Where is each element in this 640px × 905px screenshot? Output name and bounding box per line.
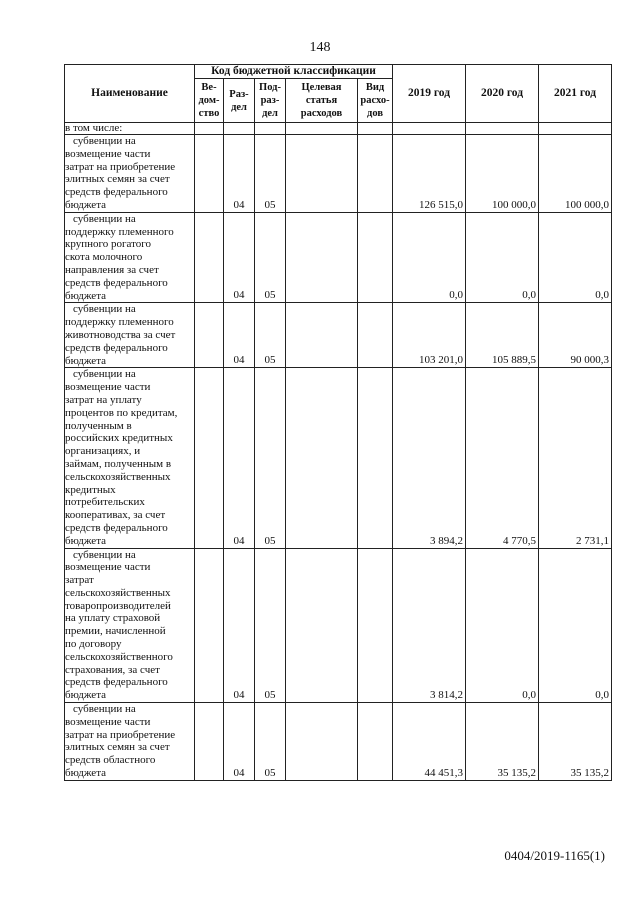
row-name (65, 135, 195, 213)
cell-target-article (286, 368, 358, 548)
header-podrazdel: Под- раз- дел (255, 79, 286, 123)
cell-podrazdel: 05 (255, 703, 286, 781)
cell-vedomstvo (195, 135, 224, 213)
header-year-2020: 2020 год (466, 65, 539, 123)
row-name-line: полученным в (65, 419, 132, 432)
cell-razdel: 04 (224, 212, 255, 303)
row-name-line: российских кредитных (65, 432, 173, 445)
cell-vedomstvo (195, 212, 224, 303)
cell-2020: 0,0 (466, 548, 539, 703)
document-code: 0404/2019-1165(1) (504, 848, 605, 863)
cell-expense-type (358, 212, 393, 303)
cell-expense-type (358, 548, 393, 703)
row-name-line: на уплату страховой (65, 612, 161, 625)
row-name-line: товаропроизводителей (65, 599, 171, 612)
row-name-line: возмещение части (65, 147, 151, 160)
cell-podrazdel: 05 (255, 548, 286, 703)
cell-2021: 2 731,1 (539, 368, 612, 548)
row-name-line: премии, начисленной (65, 625, 166, 638)
row-name-line: поддержку племенного (65, 225, 174, 238)
cell-2019: 3 814,2 (393, 548, 466, 703)
group-label: в том числе: (65, 123, 195, 135)
cell-2020: 0,0 (466, 212, 539, 303)
row-name-line: кредитных (65, 483, 116, 496)
table-row (65, 368, 612, 548)
cell-expense-type (358, 303, 393, 368)
row-name-line: поддержку племенного (65, 316, 174, 329)
row-name-line: займам, полученным в (65, 457, 172, 470)
row-name-line: затрат (65, 574, 94, 587)
row-name-line: возмещение части (65, 561, 151, 574)
row-name-line: процентов по кредитам, (65, 406, 178, 419)
row-name-line: субвенции на (73, 368, 136, 381)
row-name-line: субвенции на (73, 212, 136, 225)
row-name-line: возмещение части (65, 715, 151, 728)
cell-podrazdel: 05 (255, 135, 286, 213)
cell-2019: 44 451,3 (393, 703, 466, 781)
cell-2020: 4 770,5 (466, 368, 539, 548)
row-name-line: бюджета (65, 689, 107, 702)
row-name-line: сельскохозяйственного (65, 650, 173, 663)
row-name-line: субвенции на (73, 303, 136, 316)
header-expense-type: Вид расхо- дов (358, 79, 393, 123)
row-name-line: средств федерального (65, 521, 168, 534)
cell-razdel: 04 (224, 368, 255, 548)
cell-target-article (286, 703, 358, 781)
table-row-group (65, 123, 612, 135)
cell-2020: 35 135,2 (466, 703, 539, 781)
row-name-line: элитных семян за счет (65, 741, 170, 754)
cell-target-article (286, 303, 358, 368)
header-year-2019: 2019 год (393, 65, 466, 123)
page-number: 148 (309, 40, 331, 55)
cell-vedomstvo (195, 303, 224, 368)
cell-2019: 0,0 (393, 212, 466, 303)
row-name-line: бюджета (65, 198, 107, 211)
cell-2019: 126 515,0 (393, 135, 466, 213)
row-name-line: животноводства за счет (65, 328, 176, 341)
cell-target-article (286, 548, 358, 703)
row-name (65, 703, 195, 781)
cell-expense-type (358, 368, 393, 548)
cell-podrazdel: 05 (255, 303, 286, 368)
row-name-line: страхования, за счет (65, 663, 160, 676)
row-name-line: сельскохозяйственных (65, 586, 171, 599)
row-name (65, 303, 195, 368)
header-razdel: Раз- дел (224, 79, 255, 123)
cell-expense-type (358, 703, 393, 781)
cell-2021: 35 135,2 (539, 703, 612, 781)
cell-2021: 100 000,0 (539, 135, 612, 213)
row-name-line: средств федерального (65, 341, 168, 354)
cell-target-article (286, 212, 358, 303)
row-name (65, 212, 195, 303)
header-vedomstvo: Ве- дом- ство (195, 79, 224, 123)
row-name-line: средств федерального (65, 676, 168, 689)
row-name-line: средств областного (65, 754, 156, 767)
cell-target-article (286, 135, 358, 213)
row-name-line: субвенции на (73, 548, 136, 561)
row-name-line: средств федерального (65, 186, 168, 199)
row-name-line: сельскохозяйственных (65, 470, 171, 483)
cell-2020: 100 000,0 (466, 135, 539, 213)
cell-2021: 0,0 (539, 548, 612, 703)
cell-2020: 105 889,5 (466, 303, 539, 368)
row-name-line: скота молочного (65, 251, 143, 264)
row-name-line: бюджета (65, 289, 107, 302)
row-name-line: направления за счет (65, 263, 159, 276)
row-name-line: затрат на приобретение (65, 728, 176, 741)
cell-razdel: 04 (224, 703, 255, 781)
cell-razdel: 04 (224, 548, 255, 703)
row-name-line: затрат на уплату (65, 393, 142, 406)
table-row (65, 703, 612, 781)
table-row (65, 135, 612, 213)
header-name: Наименование (65, 65, 195, 123)
row-name-line: кооперативах, за счет (65, 509, 166, 522)
cell-vedomstvo (195, 548, 224, 703)
cell-2019: 3 894,2 (393, 368, 466, 548)
row-name-line: организациях, и (65, 445, 141, 458)
row-name-line: средств федерального (65, 276, 168, 289)
header-code-group: Код бюджетной классификации (195, 65, 393, 79)
row-name-line: субвенции на (73, 703, 136, 716)
header-year-2021: 2021 год (539, 65, 612, 123)
cell-podrazdel: 05 (255, 212, 286, 303)
cell-vedomstvo (195, 368, 224, 548)
row-name (65, 368, 195, 548)
cell-2021: 0,0 (539, 212, 612, 303)
table-row (65, 548, 612, 703)
cell-vedomstvo (195, 703, 224, 781)
row-name-line: потребительских (65, 496, 145, 509)
row-name-line: бюджета (65, 767, 107, 780)
table-row (65, 303, 612, 368)
row-name-line: бюджета (65, 354, 107, 367)
budget-table (64, 64, 612, 781)
row-name (65, 548, 195, 703)
header-target-article: Целевая статья расходов (286, 79, 358, 123)
row-name-line: возмещение части (65, 381, 151, 394)
cell-2021: 90 000,3 (539, 303, 612, 368)
row-name-line: по договору (65, 638, 122, 651)
cell-razdel: 04 (224, 303, 255, 368)
row-name-line: затрат на приобретение (65, 160, 176, 173)
table-row (65, 212, 612, 303)
row-name-line: крупного рогатого (65, 238, 151, 251)
cell-2019: 103 201,0 (393, 303, 466, 368)
cell-podrazdel: 05 (255, 368, 286, 548)
cell-razdel: 04 (224, 135, 255, 213)
row-name-line: элитных семян за счет (65, 173, 170, 186)
cell-expense-type (358, 135, 393, 213)
row-name-line: субвенции на (73, 135, 136, 147)
row-name-line: бюджета (65, 534, 107, 547)
